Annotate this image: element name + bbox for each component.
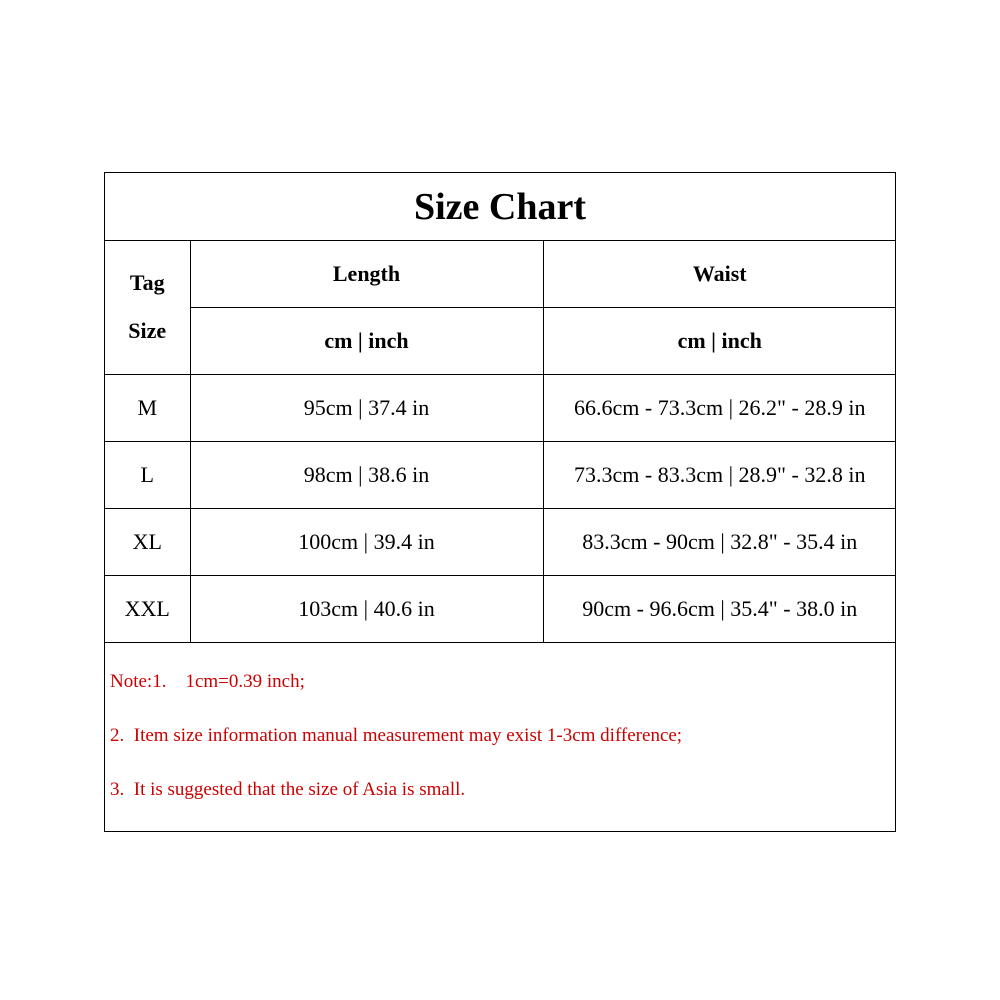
notes-section (105, 655, 895, 817)
size-cell: L (105, 441, 190, 508)
length-cell: 95cm | 37.4 in (190, 374, 543, 441)
waist-units: cm | inch (543, 307, 896, 374)
table-row (105, 441, 896, 508)
waist-header: Waist (543, 241, 896, 307)
header-row (105, 241, 896, 307)
tag-header-line2: Size (128, 318, 167, 344)
waist-cell: 83.3cm - 90cm | 32.8" - 35.4 in (543, 508, 896, 575)
size-chart (104, 172, 896, 832)
table-row (105, 575, 896, 642)
size-cell: M (105, 374, 190, 441)
length-cell: 100cm | 39.4 in (190, 508, 543, 575)
waist-cell: 73.3cm - 83.3cm | 28.9" - 32.8 in (543, 441, 896, 508)
size-cell: XL (105, 508, 190, 575)
length-cell: 98cm | 38.6 in (190, 441, 543, 508)
note-line: 2. Item size information manual measurement may exist 1-3cm difference; (110, 724, 683, 746)
size-table (105, 241, 896, 643)
size-cell: XXL (105, 575, 190, 642)
waist-cell: 90cm - 96.6cm | 35.4" - 38.0 in (543, 575, 896, 642)
length-units: cm | inch (190, 307, 543, 374)
table-row (105, 374, 896, 441)
length-header: Length (190, 241, 543, 307)
chart-title: Size Chart (105, 173, 895, 241)
units-row (105, 307, 896, 374)
length-cell: 103cm | 40.6 in (190, 575, 543, 642)
waist-cell: 66.6cm - 73.3cm | 26.2" - 28.9 in (543, 374, 896, 441)
note-line: Note:1. 1cm=0.39 inch; (110, 670, 305, 692)
note-line: 3. It is suggested that the size of Asia is small. (110, 778, 466, 800)
tag-header-line1: Tag (129, 270, 165, 296)
tag-size-header (105, 241, 190, 374)
table-row (105, 508, 896, 575)
